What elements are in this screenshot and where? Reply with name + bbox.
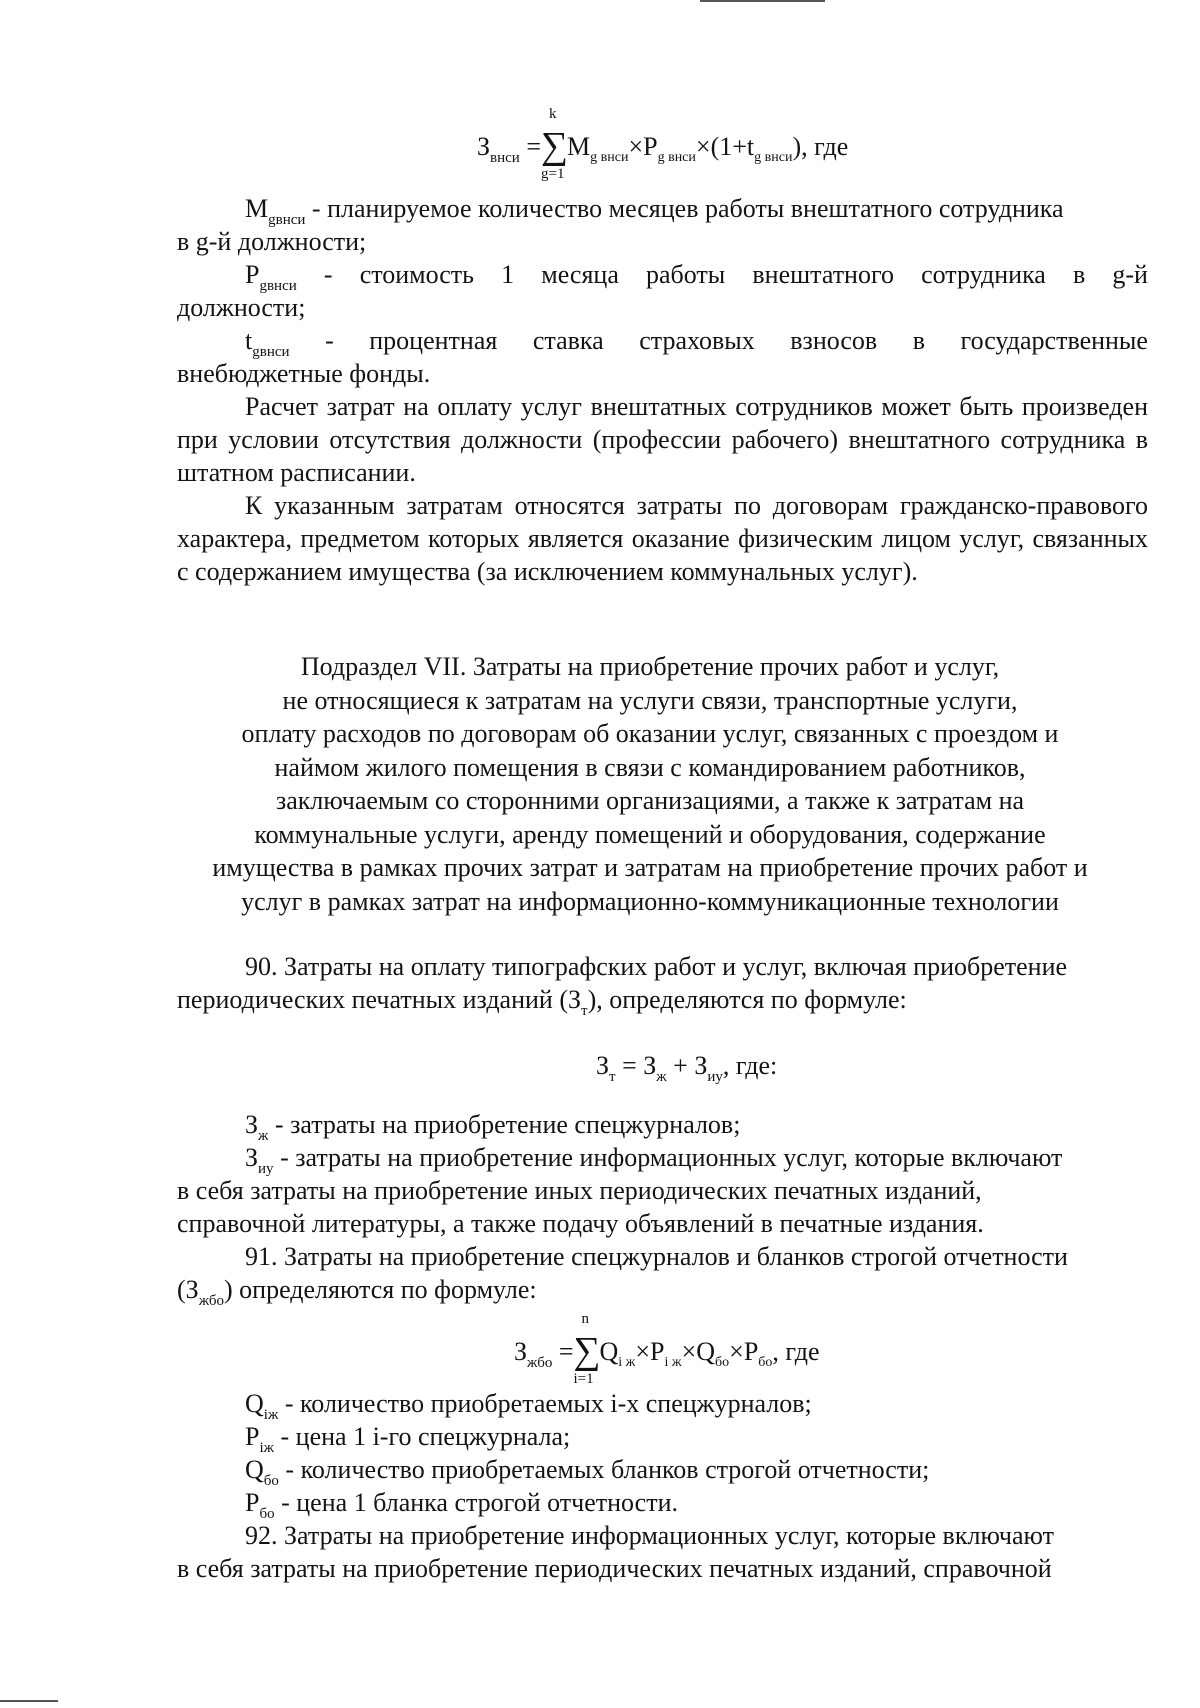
def-p-ij: $P_{iж}$ - цена 1 i-го спецжурнала; — [245, 1422, 571, 1456]
bottom-rule — [0, 1700, 58, 1702]
def-iu-line2: в себя затраты на приобретение иных периодических печатных изданий, — [177, 1176, 982, 1205]
item-91-line1: 91. Затраты на приобретение спецжурналов и бланков строгой отчетности — [245, 1242, 1068, 1271]
def-q-bo: $Q_{бо}$ - количество приобретаемых бланков строгой отчетности; — [245, 1455, 930, 1489]
formula-t: $З_т = З_ж + З_{иу}$, где: — [596, 1051, 778, 1085]
item-90-line1: 90. Затраты на оплату типографских работ и услуг, включая приобретение — [245, 952, 1068, 981]
item-92-line1: 92. Затраты на приобретение информационных услуг, которые включают — [245, 1521, 1054, 1550]
def-p-bo: $P_{бо}$ - цена 1 бланка строгой отчетности. — [245, 1488, 678, 1522]
def-m-line2: в g-й должности; — [177, 227, 367, 256]
item-92-line2: в себя затраты на приобретение периодических печатных изданий, справочной — [177, 1554, 1052, 1583]
def-iu-line1: $З_{иу}$ - затраты на приобретение информационных услуг, которые включают — [245, 1143, 1063, 1177]
def-t-line2: внебюджетные фонды. — [177, 359, 431, 388]
summation-symbol-2: n ∑ i=1 — [573, 1311, 601, 1387]
def-zh: $З_ж$ - затраты на приобретение спецжурналов; — [245, 1110, 741, 1144]
top-rule — [700, 0, 825, 2]
def-t-line1: $t_{gвнси}$ - процентная ставка страховых взносов в государственные — [245, 326, 1148, 360]
formula-vnsi: $З_{внси}$ = k ∑ g=1 $M_{g внси}\times P_{g внси}\times(1+t_{g внси})$, где — [477, 106, 849, 182]
subsection-heading: Подраздел VII. Затраты на приобретение прочих работ и услуг, не относящиеся к затратам на услуги связи, транспортные услуги, оплату расходов по договорам об оказании услуг, связанных с проездом и наймом жилого помещения в связи с командированием работников, заключаемым со сторонними организациями, а также к затратам на коммунальные услуги, аренду помещений и оборудования, содержание имущества в рамках прочих затрат и затратам на приобретение прочих работ и услуг в рамках затрат на информационно-коммуникационные технологии — [212, 652, 1088, 916]
def-p-line1: $P_{gвнси}$ - стоимость 1 месяца работы внештатного сотрудника в g-й — [245, 260, 1148, 294]
item-90-line2: периодических печатных изданий $(З_т)$, определяются по формуле: — [177, 985, 907, 1019]
summation-symbol: k ∑ g=1 — [541, 106, 569, 182]
def-q-ij: $Q_{iж}$ - количество приобретаемых i-х спецжурналов; — [245, 1389, 812, 1423]
formula-zhbo: $З_{жбо}$ = n ∑ i=1 $Q_{i ж}\times P_{i ж}\times Q_{бо}\times P_{бо}$, где — [514, 1311, 820, 1387]
def-iu-line3: справочной литературы, а также подачу объявлений в печатные издания. — [177, 1209, 984, 1238]
paragraph-calc: Расчет затрат на оплату услуг внештатных сотрудников может быть произведен при условии отсутствия должности (профессии рабочего) внештатного сотрудника в штатном расписании. — [177, 392, 1148, 487]
item-91-line2: $(З_{жбо})$ определяются по формуле: — [177, 1275, 537, 1309]
paragraph-contracts: К указанным затратам относятся затраты по договорам гражданско-правового характера, предметом которых является оказание физическим лицом услуг, связанных с содержанием имущества (за исключением коммунальных услуг). — [177, 491, 1148, 586]
def-m-line1: $M_{gвнси}$ - планируемое количество месяцев работы внештатного сотрудника — [245, 194, 1064, 228]
def-p-line2: должности; — [177, 293, 306, 322]
